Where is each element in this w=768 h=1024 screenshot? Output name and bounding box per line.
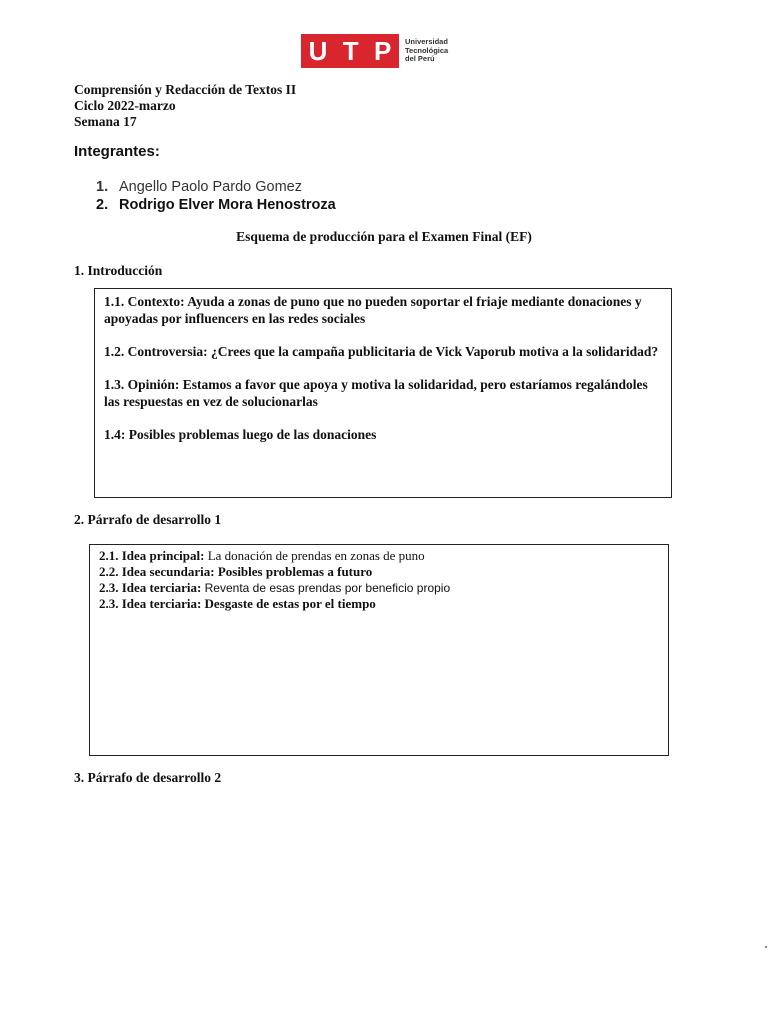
desarrollo-1-box bbox=[89, 544, 669, 756]
logo-university-name bbox=[405, 38, 448, 64]
member-number: 1. bbox=[96, 179, 109, 195]
idea-line bbox=[99, 564, 659, 580]
member-number: 2. bbox=[96, 197, 109, 213]
member-item bbox=[96, 178, 336, 196]
page-speck bbox=[765, 946, 767, 948]
idea-label: 2.3. Idea terciaria: bbox=[99, 596, 202, 611]
idea-line bbox=[99, 548, 659, 564]
idea-label: 2.1. Idea principal: bbox=[99, 548, 205, 563]
introduccion-box bbox=[94, 288, 672, 498]
idea-label: 2.2. Idea secundaria: bbox=[99, 564, 215, 579]
logo-letter-u: U bbox=[308, 36, 328, 66]
idea-line bbox=[99, 596, 659, 612]
week-label: Semana 17 bbox=[74, 114, 137, 129]
idea-text: Reventa de esas prendas por beneficio propio bbox=[201, 581, 451, 595]
utp-logo-mark bbox=[301, 34, 399, 68]
member-name: Angello Paolo Pardo Gomez bbox=[119, 179, 302, 195]
idea-text: Posibles problemas a futuro bbox=[214, 564, 373, 579]
member-item bbox=[96, 196, 336, 214]
idea-text: La donación de prendas en zonas de puno bbox=[204, 548, 425, 563]
integrantes-heading: Integrantes: bbox=[74, 143, 160, 160]
logo-letter-t: T bbox=[342, 36, 359, 66]
document-header bbox=[74, 82, 296, 130]
logo-letter-p: P bbox=[373, 36, 392, 66]
opinion-text: 1.3. Opinión: Estamos a favor que apoya y motiva la solidaridad, pero estaríamos regalándoles las respuestas en vez de solucionarlas bbox=[104, 377, 648, 409]
logo-line-3: del Perú bbox=[405, 54, 435, 64]
cycle-label: Ciclo 2022-marzo bbox=[74, 98, 176, 113]
idea-label: 2.3. Idea terciaria: bbox=[99, 580, 202, 595]
contexto-text: 1.1. Contexto: Ayuda a zonas de puno que no pueden soportar el friaje mediante donaciones y apoyadas por influencers en las redes sociales bbox=[104, 294, 642, 326]
section-introduccion-heading: 1. Introducción bbox=[74, 263, 163, 278]
logo-line-1: Universidad bbox=[405, 37, 448, 47]
members-list bbox=[96, 178, 336, 214]
member-name: Rodrigo Elver Mora Henostroza bbox=[119, 197, 336, 213]
idea-text: Desgaste de estas por el tiempo bbox=[201, 596, 376, 611]
idea-line bbox=[99, 580, 659, 596]
esquema-title: Esquema de producción para el Examen Final (EF) bbox=[236, 229, 532, 244]
section-desarrollo-2-heading: 3. Párrafo de desarrollo 2 bbox=[74, 770, 222, 785]
problemas-text: 1.4: Posibles problemas luego de las donaciones bbox=[104, 427, 377, 442]
utp-logo bbox=[301, 34, 448, 68]
controversia-text: 1.2. Controversia: ¿Crees que la campaña publicitaria de Vick Vaporub motiva a la solidaridad? bbox=[104, 344, 659, 359]
section-desarrollo-1-heading: 2. Párrafo de desarrollo 1 bbox=[74, 512, 222, 527]
course-name: Comprensión y Redacción de Textos II bbox=[74, 82, 297, 97]
logo-line-2: Tecnológica bbox=[405, 45, 449, 55]
